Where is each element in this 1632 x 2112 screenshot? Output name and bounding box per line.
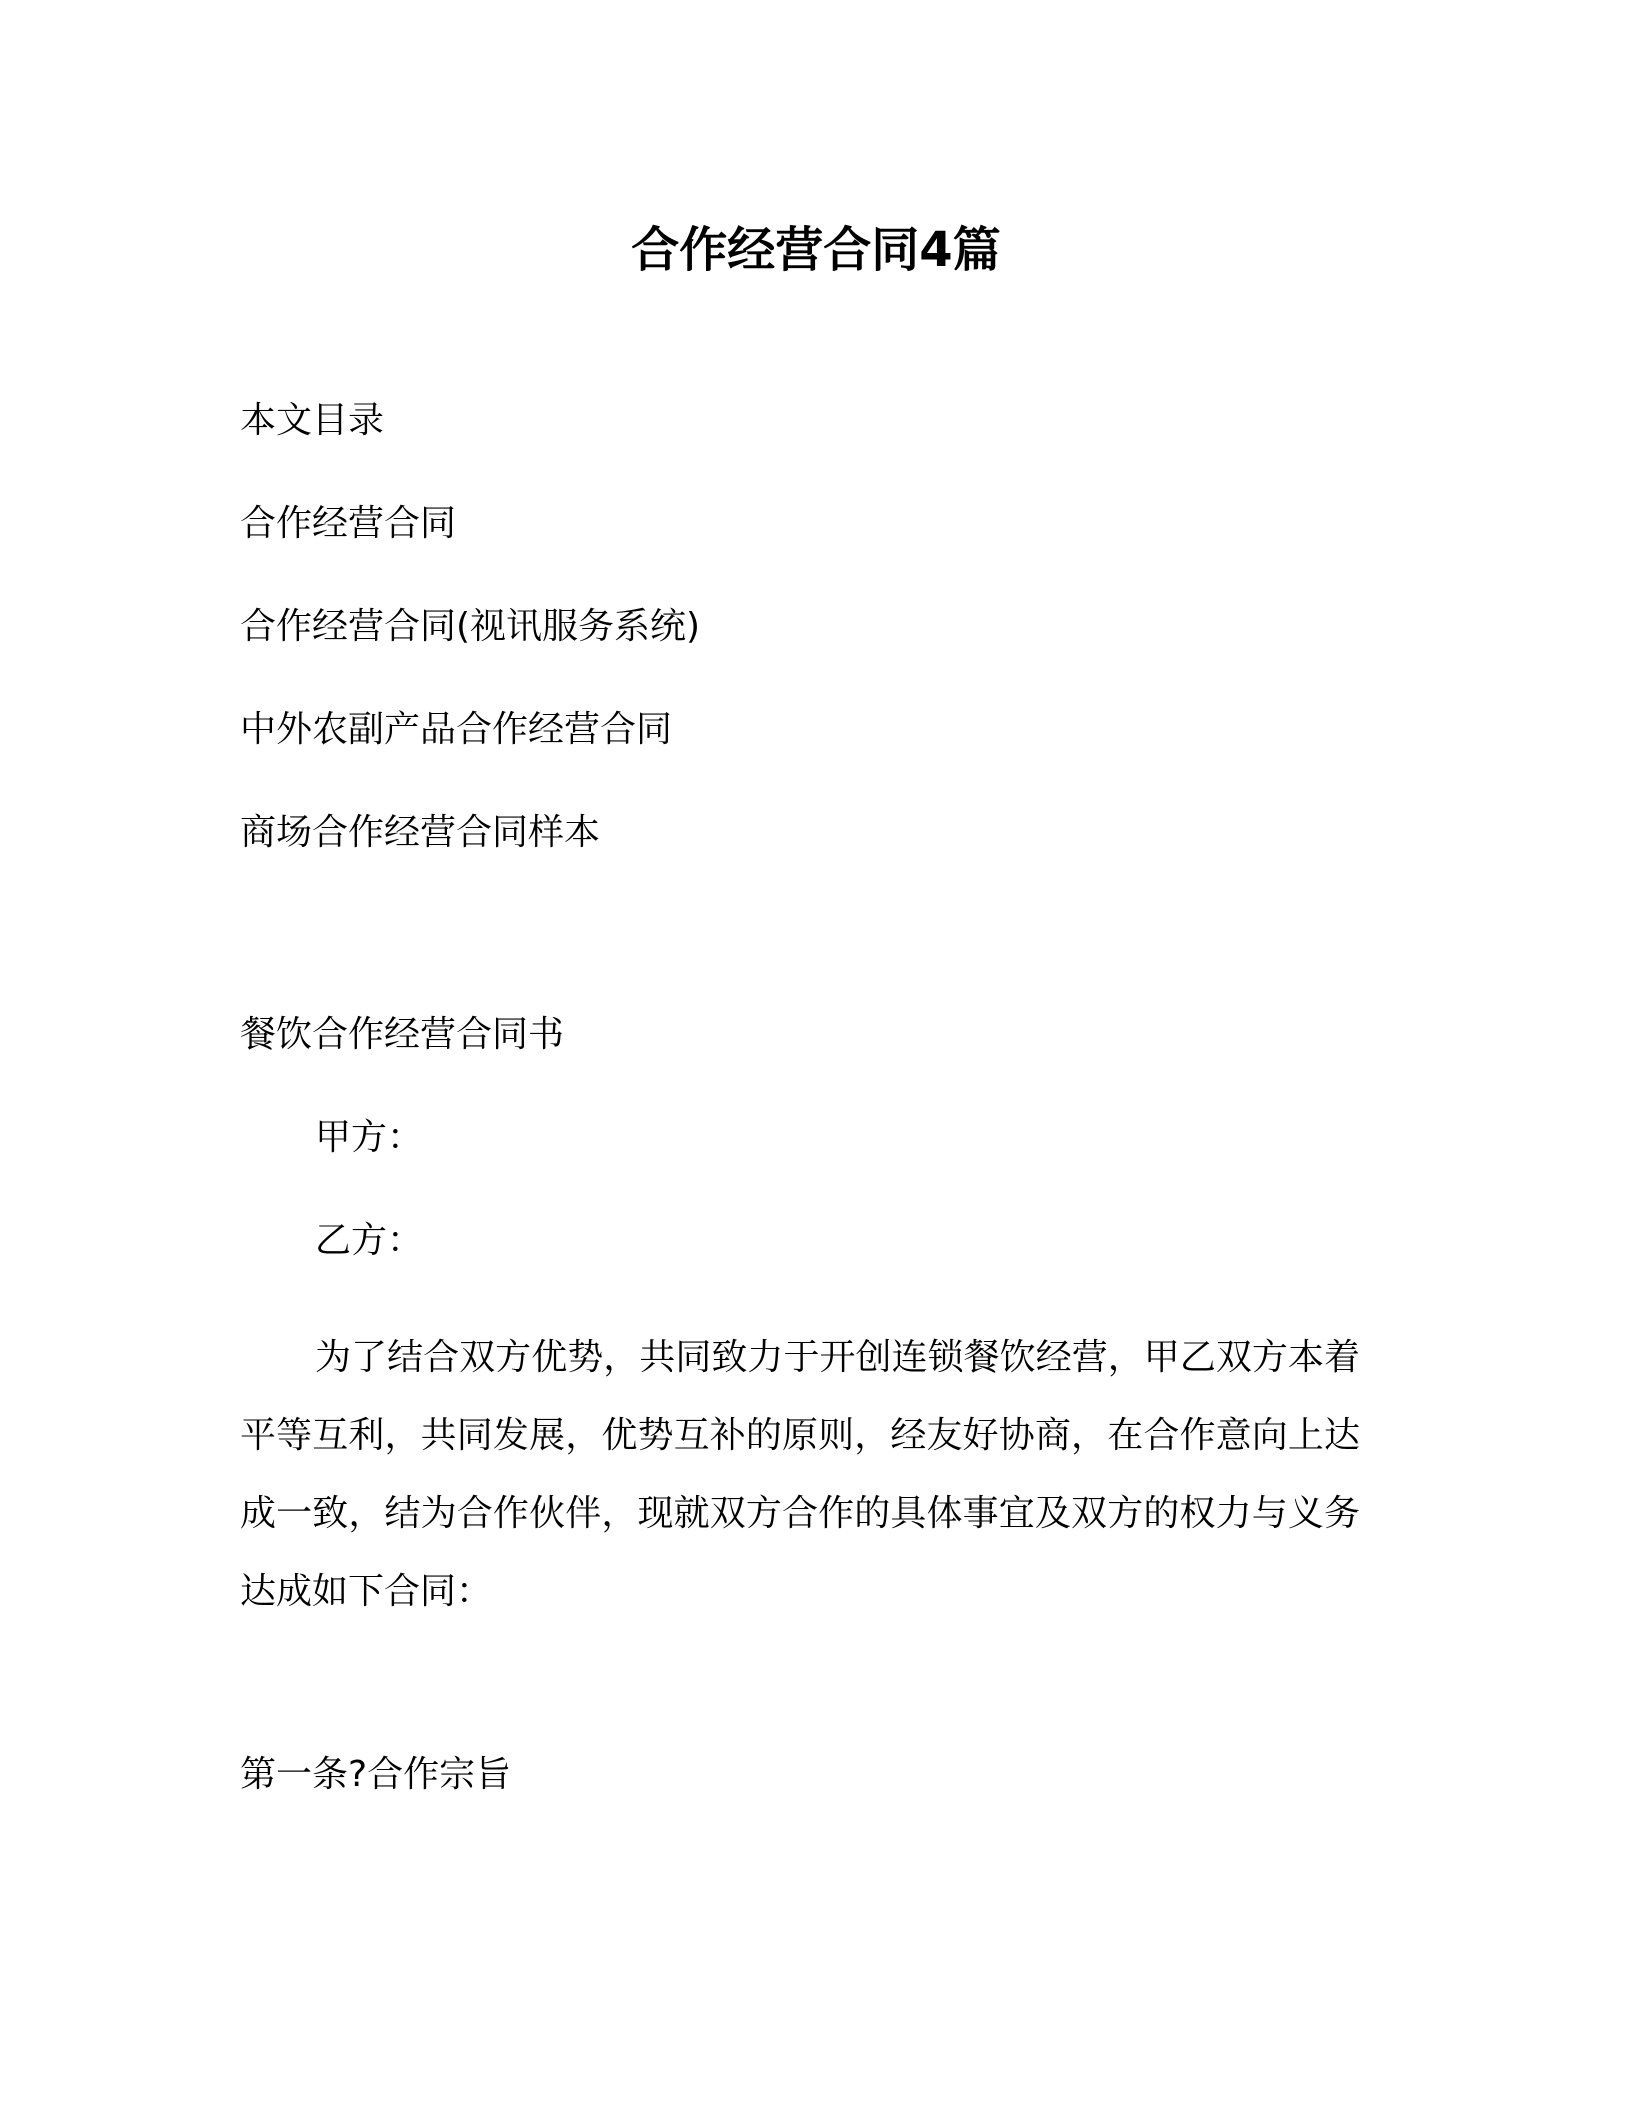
section-title: 餐饮合作经营合同书 bbox=[240, 1014, 565, 1055]
toc-item: 合作经营合同(视讯服务系统) bbox=[240, 606, 701, 647]
toc-item: 中外农副产品合作经营合同 bbox=[240, 709, 673, 750]
document-title: 合作经营合同4篇 bbox=[631, 222, 1001, 278]
article-heading: 第一条?合作宗旨 bbox=[240, 1754, 512, 1795]
toc-item: 合作经营合同 bbox=[240, 503, 457, 544]
party-a-label: 甲方： bbox=[315, 1117, 424, 1158]
toc-item: 商场合作经营合同样本 bbox=[240, 812, 601, 853]
party-b-label: 乙方： bbox=[315, 1220, 424, 1261]
toc-heading: 本文目录 bbox=[240, 400, 385, 441]
intro-paragraph: 为了结合双方优势，共同致力于开创连锁餐饮经营，甲乙双方本着平等互利，共同发展，优势互补的原则，经友好协商，在合作意向上达成一致，结为合作伙伴，现就双方合作的具体事宜及双方的权力与义务达成如下合同： bbox=[240, 1337, 1360, 1612]
